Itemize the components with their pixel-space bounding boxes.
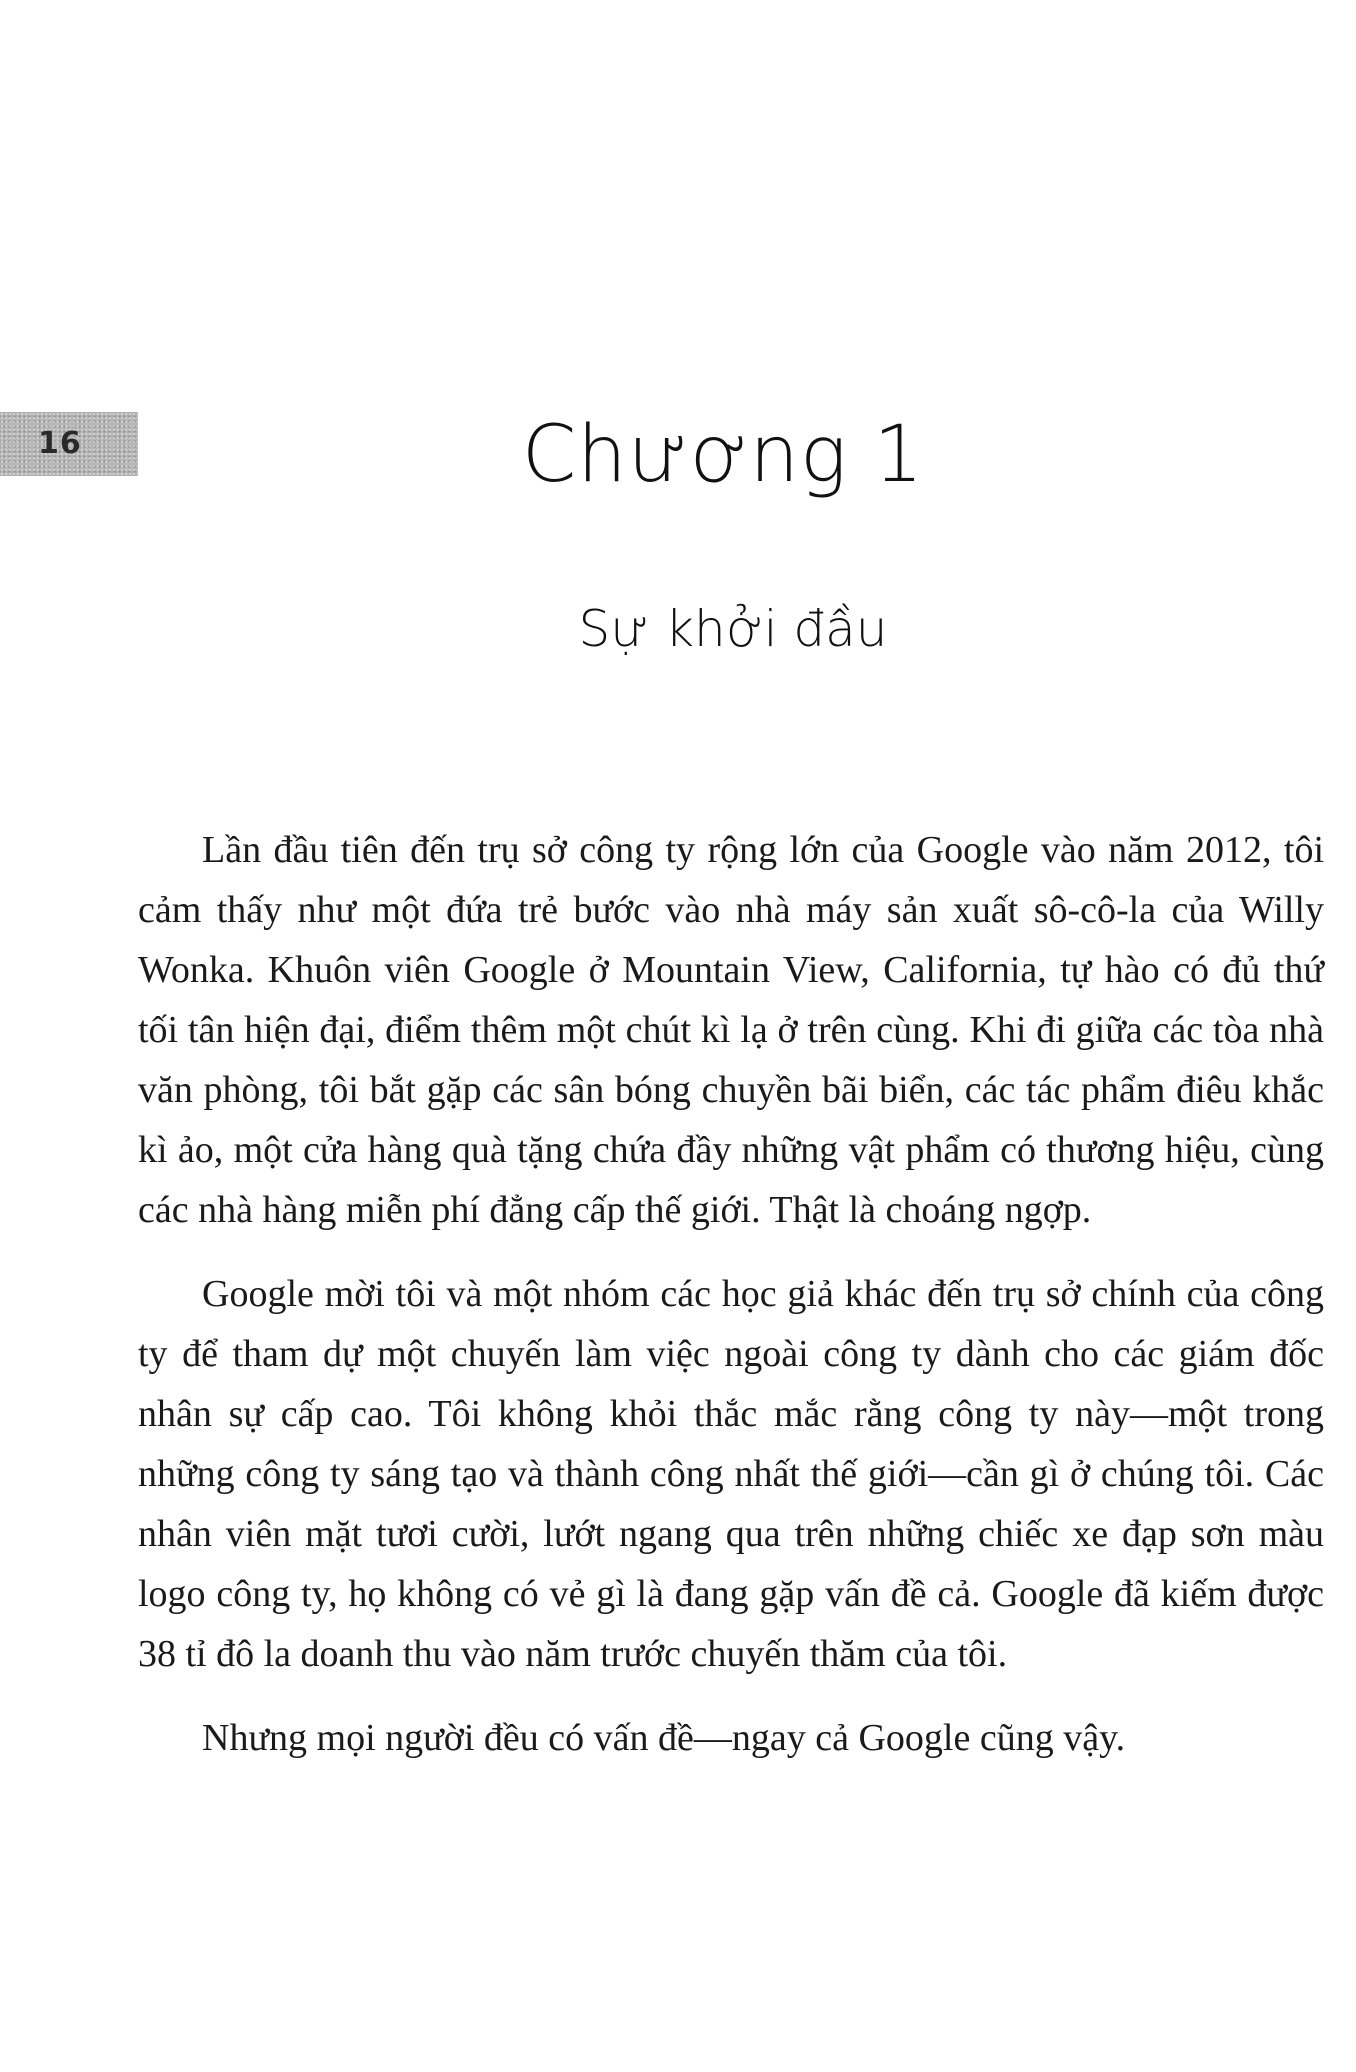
body-text bbox=[138, 820, 1324, 1792]
paragraph: Nhưng mọi người đều có vấn đề—ngay cả Google cũng vậy. bbox=[202, 1717, 1126, 1759]
paragraph: Lần đầu tiên đến trụ sở công ty rộng lớn của Google vào năm 2012, tôi cảm thấy như một đứa trẻ bước vào nhà máy sản xuất sô-cô-la của Willy Wonka. Khuôn viên Google ở Mountain View, California, tự hào có đủ thứ tối tân hiện đại, điểm thêm một chút kì lạ ở trên cùng. Khi đi giữa các tòa nhà văn phòng, tôi bắt gặp các sân bóng chuyền bãi biển, các tác phẩm điêu khắc kì ảo, một cửa hàng quà tặng chứa đầy những vật phẩm có thương hiệu, cùng các nhà hàng miễn phí đẳng cấp thế giới. Thật là choáng ngợp. bbox=[138, 829, 1324, 1231]
paragraph: Google mời tôi và một nhóm các học giả khác đến trụ sở chính của công ty để tham dự một chuyến làm việc ngoài công ty dành cho các giám đốc nhân sự cấp cao. Tôi không khỏi thắc mắc rằng công ty này—một trong những công ty sáng tạo và thành công nhất thế giới—cần gì ở chúng tôi. Các nhân viên mặt tươi cười, lướt ngang qua trên những chiếc xe đạp sơn màu logo công ty, họ không có vẻ gì là đang gặp vấn đề cả. Google đã kiếm được 38 tỉ đô la doanh thu vào năm trước chuyến thăm của tôi. bbox=[138, 1273, 1324, 1675]
chapter-subtitle: Sự khởi đầu bbox=[578, 600, 888, 658]
chapter-title: Chương 1 bbox=[521, 410, 925, 500]
page-number: 16 bbox=[38, 426, 82, 461]
